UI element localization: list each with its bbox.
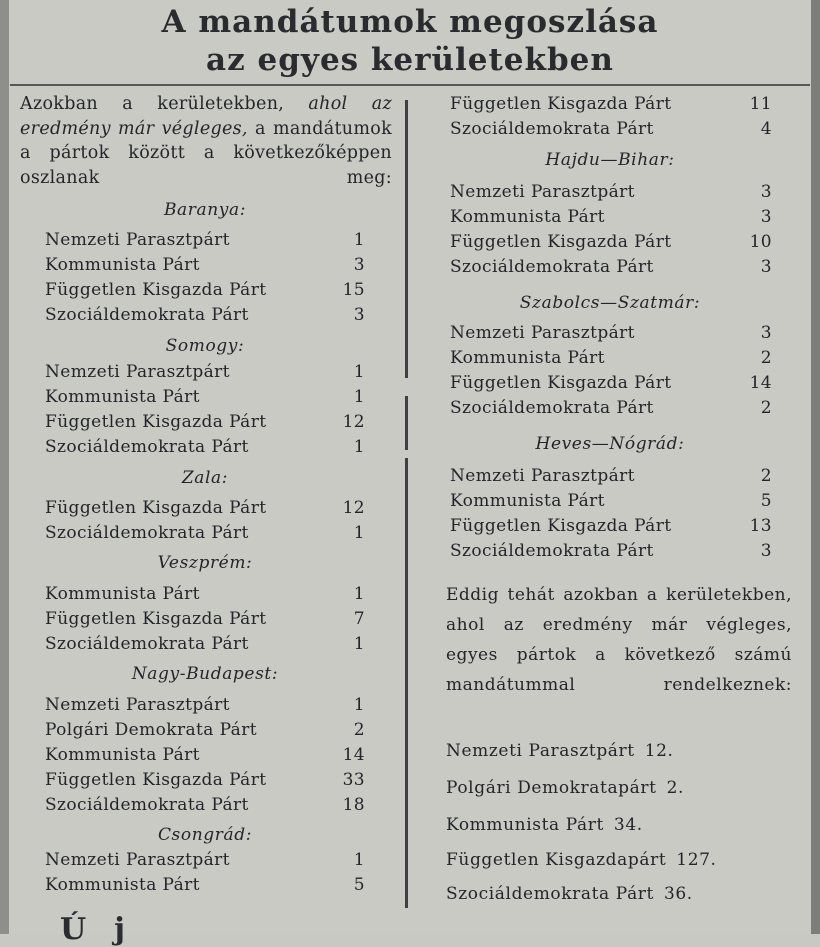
- party-name: Független Kisgazda Párt: [45, 280, 267, 300]
- party-name: Független Kisgazda Párt: [45, 609, 267, 629]
- party-name: Független Kisgazda Párt: [45, 770, 267, 790]
- total-row: [446, 778, 684, 798]
- party-name: Független Kisgazda Párt: [450, 94, 672, 114]
- seat-count: 1: [353, 634, 365, 654]
- party-name: Kommunista Párt: [45, 255, 200, 275]
- intro-italic-text: ahol az eredmény már végleges,: [20, 94, 392, 139]
- party-name: Szociáldemokrata Párt: [45, 634, 249, 654]
- party-name: Nemzeti Parasztpárt: [450, 323, 635, 343]
- seat-total: 34.: [613, 815, 643, 835]
- seat-count: 15: [342, 280, 365, 300]
- party-name: Független Kisgazda Párt: [45, 498, 267, 518]
- next-headline-fragment: Új: [60, 912, 154, 947]
- seat-count: 3: [760, 207, 772, 227]
- party-name: Nemzeti Parasztpárt: [45, 850, 230, 870]
- summary-paragraph: Eddig tehát azokban a kerületekben, ahol az eredmény már végleges, egyes pártok a következő számú mandátummal rendelkeznek:: [446, 585, 792, 695]
- district-heading: Hajdu—Bihar:: [545, 150, 675, 170]
- seat-count: 1: [353, 584, 365, 604]
- headline-line-1: A mandátumok megoszlása: [161, 4, 659, 40]
- seat-count: 2: [760, 348, 772, 368]
- seat-count: 10: [749, 232, 772, 252]
- seat-count: 12: [342, 498, 365, 518]
- total-row: [446, 850, 717, 870]
- seat-total: 36.: [663, 884, 693, 904]
- seat-count: 14: [749, 373, 772, 393]
- party-name: Független Kisgazda Párt: [45, 412, 267, 432]
- party-name: Kommunista Párt: [450, 348, 605, 368]
- party-name: Szociáldemokrata Párt: [45, 305, 249, 325]
- seat-count: 3: [760, 257, 772, 277]
- district-heading: Heves—Nógrád:: [535, 434, 685, 454]
- seat-count: 1: [353, 523, 365, 543]
- party-name: Nemzeti Parasztpárt: [446, 741, 635, 761]
- seat-total: 12.: [644, 741, 674, 761]
- seat-count: 2: [760, 398, 772, 418]
- seat-total: 2.: [666, 778, 684, 798]
- party-name: Független Kisgazda Párt: [450, 373, 672, 393]
- seat-count: 3: [760, 541, 772, 561]
- party-name: Nemzeti Parasztpárt: [45, 230, 230, 250]
- party-name: Szociáldemokrata Párt: [450, 398, 654, 418]
- seat-count: 1: [353, 230, 365, 250]
- party-name: Szociáldemokrata Párt: [45, 523, 249, 543]
- column-divider: [405, 100, 408, 378]
- seat-count: 5: [353, 875, 365, 895]
- party-name: Szociáldemokrata Párt: [45, 795, 249, 815]
- total-row: [446, 815, 643, 835]
- seat-count: 3: [353, 305, 365, 325]
- intro-text: a mandátumok a pártok között a következőképpen oszlanak meg:: [20, 118, 392, 188]
- party-name: Független Kisgazda Párt: [450, 232, 672, 252]
- party-name: Kommunista Párt: [450, 207, 605, 227]
- party-name: Nemzeti Parasztpárt: [450, 182, 635, 202]
- seat-count: 2: [353, 720, 365, 740]
- seat-count: 11: [749, 94, 772, 114]
- seat-count: 1: [353, 695, 365, 715]
- seat-count: 14: [342, 745, 365, 765]
- party-name: Polgári Demokratapárt: [446, 778, 657, 798]
- party-name: Kommunista Párt: [450, 491, 605, 511]
- party-name: Polgári Demokrata Párt: [45, 720, 257, 740]
- party-name: Nemzeti Parasztpárt: [450, 466, 635, 486]
- district-heading: Nagy-Budapest:: [131, 664, 279, 684]
- seat-count: 13: [749, 516, 772, 536]
- seat-count: 18: [342, 795, 365, 815]
- seat-count: 7: [353, 609, 365, 629]
- party-name: Független Kisgazdapárt: [446, 850, 667, 870]
- district-heading: Zala:: [181, 468, 229, 488]
- column-divider: [405, 396, 408, 450]
- total-row: [446, 741, 674, 761]
- seat-count: 3: [760, 182, 772, 202]
- district-heading: Szabolcs—Szatmár:: [519, 293, 701, 313]
- seat-count: 33: [342, 770, 365, 790]
- district-heading: Baranya:: [163, 200, 247, 220]
- seat-count: 3: [760, 323, 772, 343]
- seat-count: 3: [353, 255, 365, 275]
- column-divider: [405, 458, 408, 908]
- seat-count: 1: [353, 387, 365, 407]
- party-name: Kommunista Párt: [45, 745, 200, 765]
- page-edge-right: [811, 0, 820, 934]
- party-name: Szociáldemokrata Párt: [450, 541, 654, 561]
- total-row: [446, 884, 693, 904]
- party-name: Kommunista Párt: [446, 815, 604, 835]
- seat-count: 1: [353, 850, 365, 870]
- seat-count: 1: [353, 437, 365, 457]
- party-name: Szociáldemokrata Párt: [450, 257, 654, 277]
- party-name: Nemzeti Parasztpárt: [45, 695, 230, 715]
- party-name: Szociáldemokrata Párt: [446, 884, 654, 904]
- party-name: Szociáldemokrata Párt: [450, 119, 654, 139]
- party-name: Független Kisgazda Párt: [450, 516, 672, 536]
- district-heading: Somogy:: [165, 336, 245, 356]
- district-heading: Csongrád:: [157, 825, 253, 845]
- seat-count: 12: [342, 412, 365, 432]
- seat-count: 2: [760, 466, 772, 486]
- party-name: Kommunista Párt: [45, 387, 200, 407]
- district-heading: Veszprém:: [157, 553, 253, 573]
- party-name: Nemzeti Parasztpárt: [45, 362, 230, 382]
- seat-count: 4: [760, 119, 772, 139]
- intro-text: Azokban a kerületekben,: [20, 94, 285, 114]
- party-name: Kommunista Párt: [45, 875, 200, 895]
- seat-count: 5: [760, 491, 772, 511]
- headline-rule: [10, 84, 810, 86]
- party-name: Szociáldemokrata Párt: [45, 437, 249, 457]
- page-edge-left: [0, 0, 9, 934]
- seat-total: 127.: [676, 850, 717, 870]
- party-name: Kommunista Párt: [45, 584, 200, 604]
- headline-line-2: az egyes kerületekben: [206, 42, 614, 78]
- intro-paragraph: [20, 92, 392, 190]
- seat-count: 1: [353, 362, 365, 382]
